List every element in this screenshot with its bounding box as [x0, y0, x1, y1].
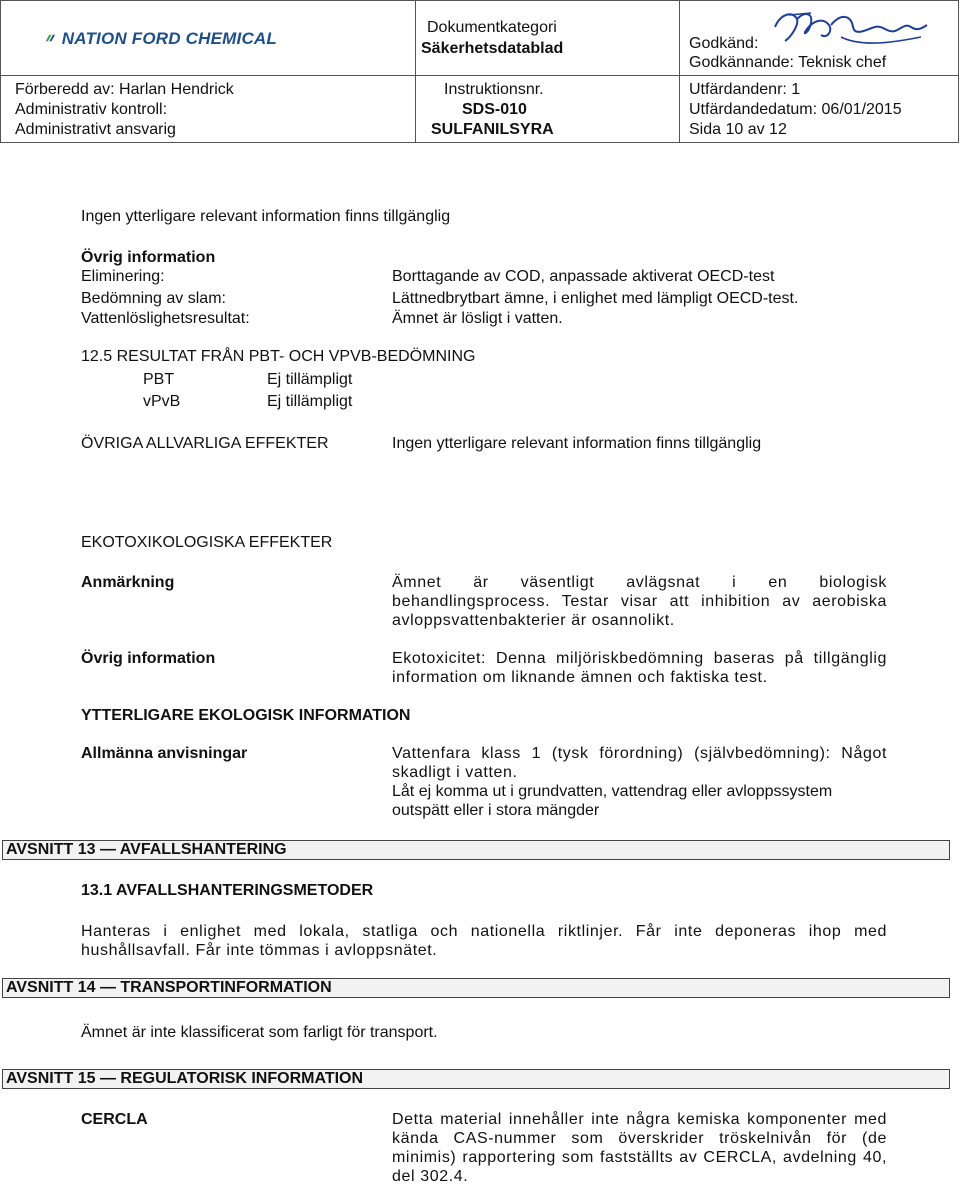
approved-label: Godkänd:	[689, 35, 759, 52]
signature-icon	[771, 7, 931, 51]
issue-number: Utfärdandenr: 1	[689, 81, 801, 98]
product-name: SULFANILSYRA	[431, 121, 554, 138]
section-13-header: AVSNITT 13 — AVFALLSHANTERING	[2, 840, 950, 860]
elimination-value: Borttagande av COD, anpassade aktiverat OECD-test	[392, 268, 775, 285]
section-13-text: Hanteras i enlighet med lokala, statliga och nationella riktlinjer. Får inte deponeras ihop med hushållsavfall. Får inte tömmas i avloppsnätet.	[81, 923, 887, 959]
ecotox-heading: EKOTOXIKOLOGISKA EFFEKTER	[81, 534, 333, 551]
approval-label: Godkännande: Teknisk chef	[689, 54, 887, 71]
company-logo	[45, 25, 277, 51]
remark-value: Ämnet är väsentligt avlägsnat i en biologisk behandlingsprocess. Testar visar att inhibition av aerobiska avloppsvattenbakterier är osannolikt.	[392, 574, 887, 629]
issue-date: Utfärdandedatum: 06/01/2015	[689, 101, 902, 118]
further-eco-heading: YTTERLIGARE EKOLOGISK INFORMATION	[81, 707, 411, 724]
ecotox-other-label: Övrig information	[81, 650, 216, 667]
vpvb-value: Ej tillämpligt	[267, 393, 353, 410]
page-number: Sida 10 av 12	[689, 121, 787, 138]
instruction-label: Instruktionsnr.	[444, 81, 544, 98]
doc-category-label: Dokumentkategori	[427, 19, 557, 36]
other-info-heading: Övrig information	[81, 249, 216, 266]
header-divider	[1, 75, 958, 76]
section-15-header: AVSNITT 15 — REGULATORISK INFORMATION	[2, 1069, 950, 1089]
prepared-by: Förberedd av: Harlan Hendrick	[15, 81, 234, 98]
general-value-2: Låt ej komma ut i grundvatten, vattendrag eller avloppssystem outspätt eller i stora mängder	[392, 783, 833, 819]
instruction-value: SDS-010	[462, 101, 527, 118]
header-column-divider	[679, 1, 680, 142]
cercla-label: CERCLA	[81, 1111, 148, 1128]
admin-control: Administrativ kontroll:	[15, 101, 168, 118]
doc-category-value: Säkerhetsdatablad	[421, 40, 564, 57]
remark-label: Anmärkning	[81, 574, 175, 591]
cercla-text: Detta material innehåller inte några kemiska komponenter med kända CAS-nummer som överskrider tröskelnivån för (de minimis) rapportering som fastställts av CERCLA, avdelning 40, del 302.4.	[392, 1111, 887, 1185]
no-info-text: Ingen ytterligare relevant information finns tillgänglig	[81, 208, 451, 225]
sludge-value: Lättnedbrytbart ämne, i enlighet med lämpligt OECD-test.	[392, 290, 799, 307]
document-header	[0, 0, 959, 143]
other-effects-value: Ingen ytterligare relevant information finns tillgänglig	[392, 435, 762, 452]
elimination-label: Eliminering:	[81, 268, 165, 285]
logo-mark-icon	[45, 27, 56, 49]
logo-text: NATION FORD CHEMICAL	[61, 28, 277, 48]
general-label: Allmänna anvisningar	[81, 745, 248, 762]
sludge-label: Bedömning av slam:	[81, 290, 226, 307]
pbt-heading: 12.5 RESULTAT FRÅN PBT- OCH VPVB-BEDÖMNING	[81, 348, 476, 365]
header-column-divider	[415, 1, 416, 142]
section-14-header: AVSNITT 14 — TRANSPORTINFORMATION	[2, 978, 950, 998]
admin-responsible: Administrativt ansvarig	[15, 121, 176, 138]
solubility-label: Vattenlöslighetsresultat:	[81, 310, 250, 327]
section-13-subheading: 13.1 AVFALLSHANTERINGSMETODER	[81, 882, 374, 899]
section-14-text: Ämnet är inte klassificerat som farligt för transport.	[81, 1024, 438, 1041]
general-value-1: Vattenfara klass 1 (tysk förordning) (självbedömning): Något skadligt i vatten.	[392, 745, 887, 781]
pbt-value: Ej tillämpligt	[267, 371, 353, 388]
ecotox-other-value: Ekotoxicitet: Denna miljöriskbedömning baseras på tillgänglig information om liknande ämnen och faktiska test.	[392, 650, 887, 686]
vpvb-label: vPvB	[143, 393, 181, 410]
other-effects-label: ÖVRIGA ALLVARLIGA EFFEKTER	[81, 435, 329, 452]
solubility-value: Ämnet är lösligt i vatten.	[392, 310, 563, 327]
pbt-label: PBT	[143, 371, 175, 388]
